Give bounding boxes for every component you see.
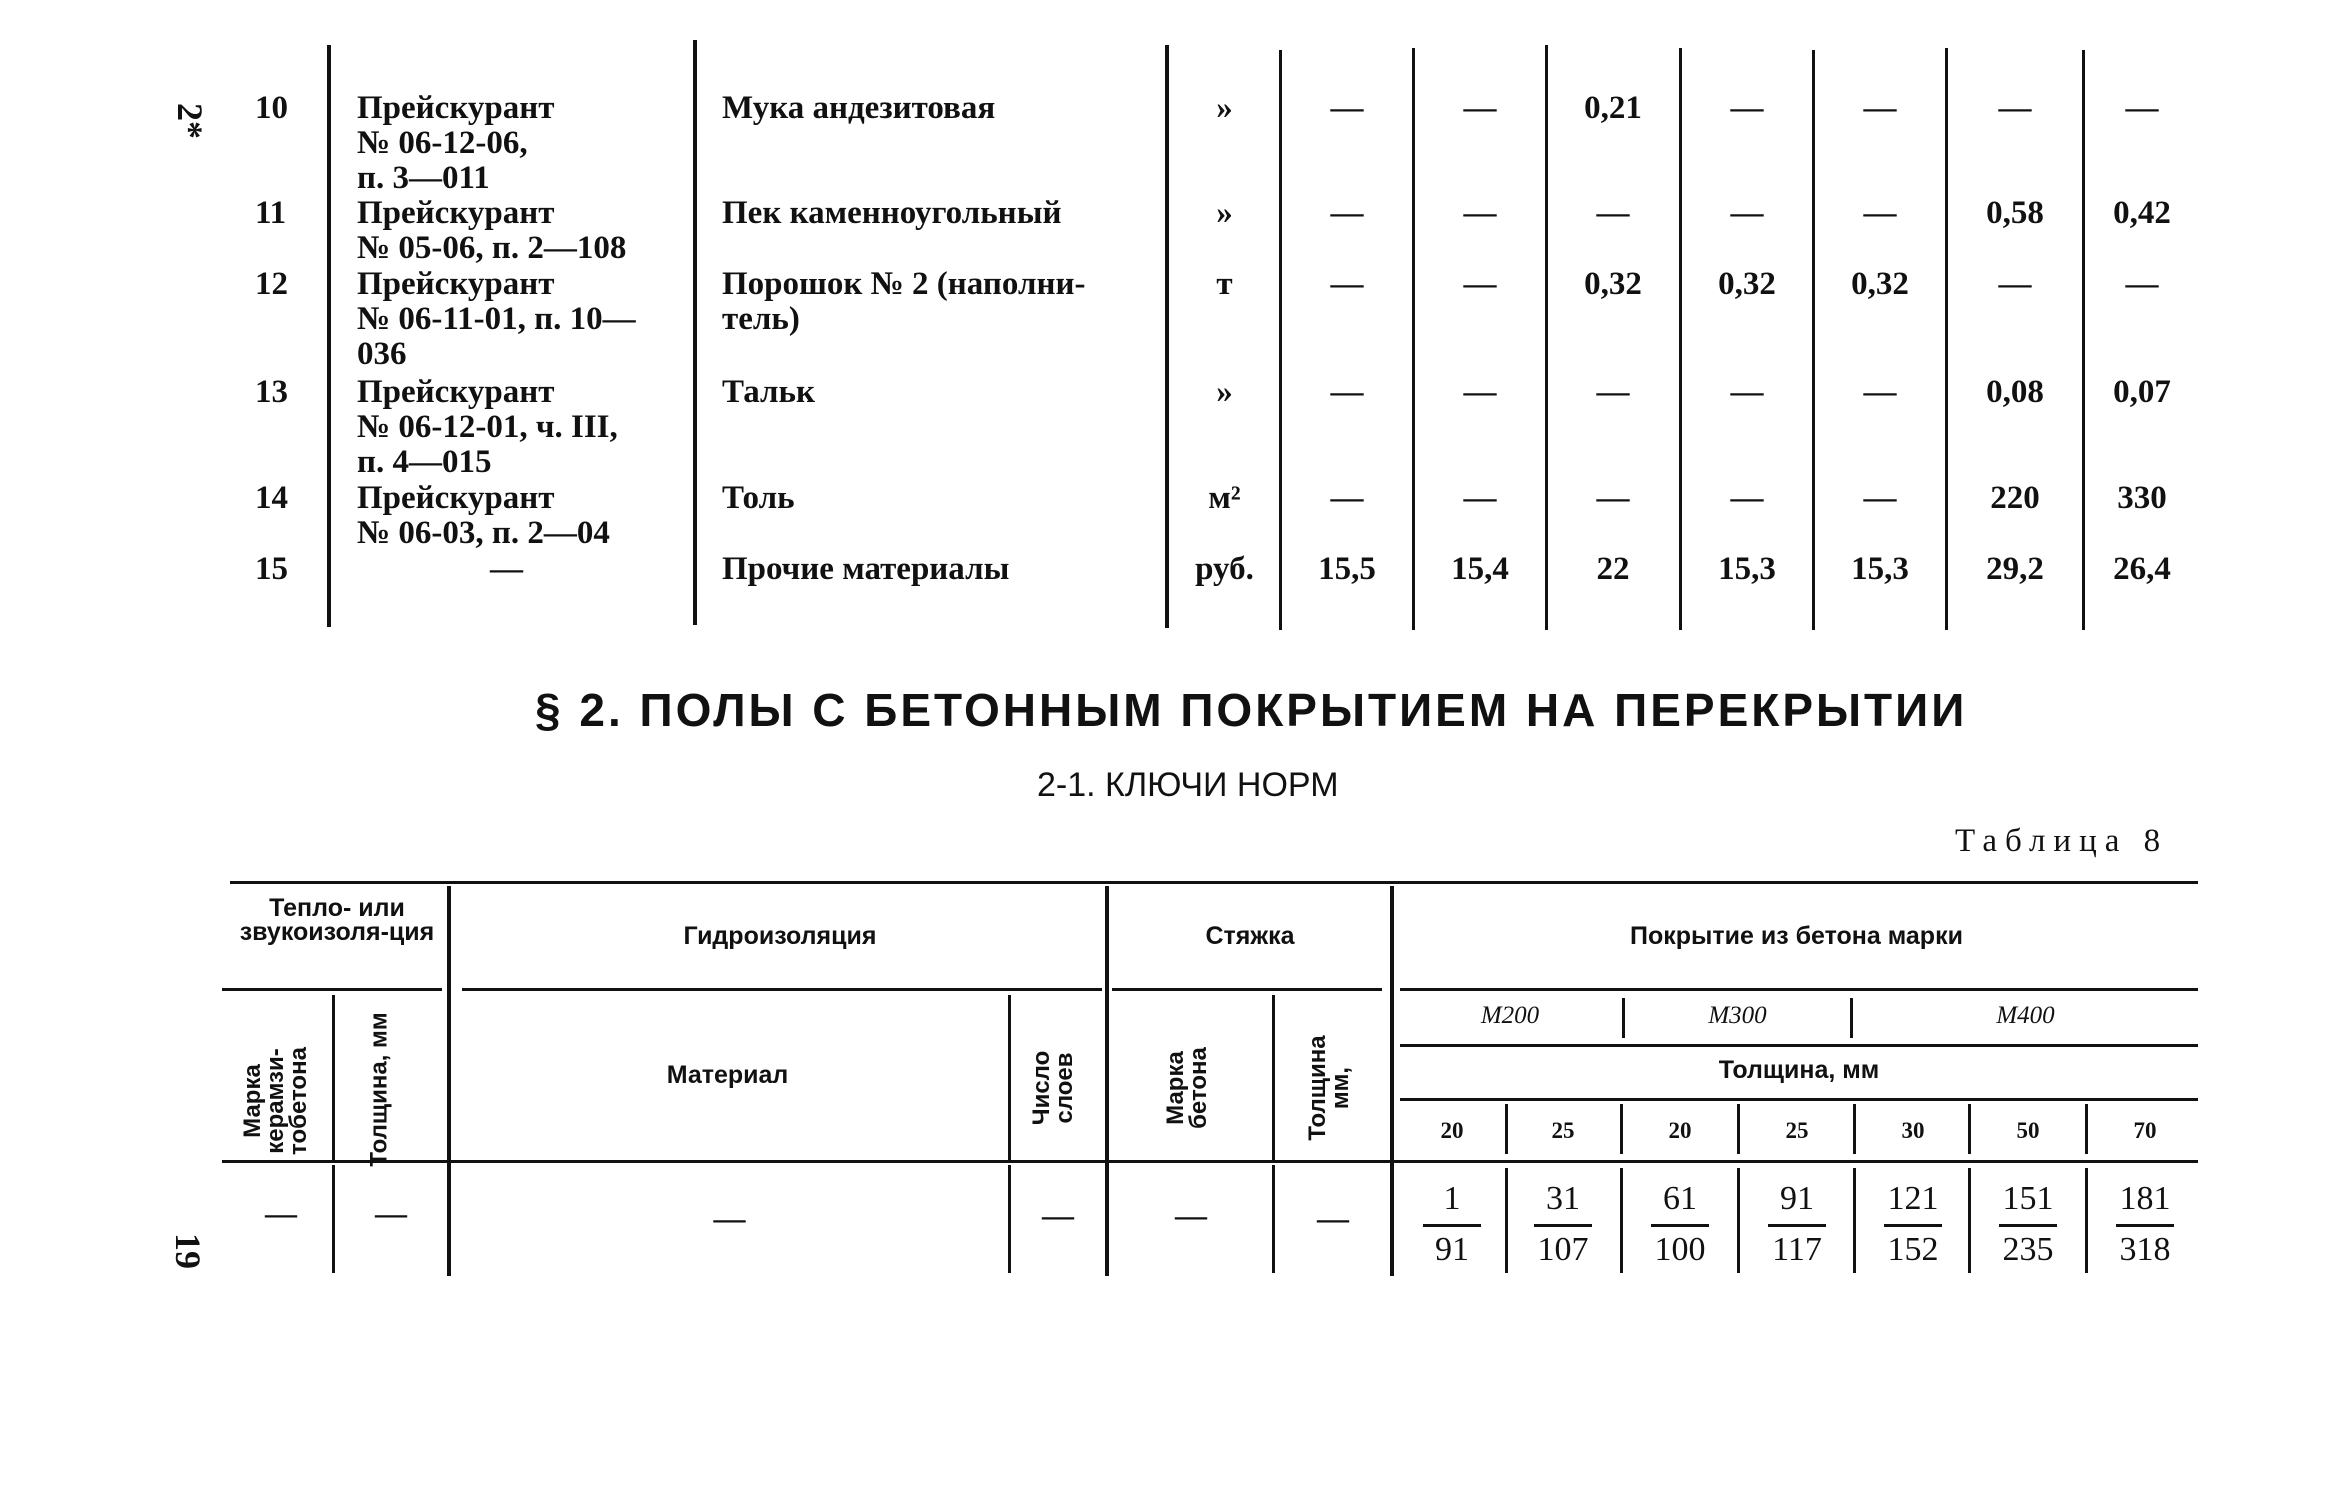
cell-material: — <box>713 1200 746 1236</box>
unit-cell: » <box>1216 195 1233 231</box>
value-cell: 22 <box>1596 551 1630 587</box>
value-cell: 220 <box>1990 480 2040 516</box>
value-cell: — <box>1730 374 1764 410</box>
value-cell: 0,32 <box>1851 266 1909 302</box>
norm-key-fraction <box>1513 1180 1613 1269</box>
value-cell: — <box>1463 90 1497 126</box>
fraction-bar <box>2116 1224 2174 1227</box>
row-number: 15 <box>255 551 288 587</box>
value-cell: 0,42 <box>2113 195 2171 231</box>
material-line: Порошок № 2 (наполни- <box>722 266 1086 302</box>
value-cell: — <box>1596 374 1630 410</box>
value-cell: — <box>1463 266 1497 302</box>
source-line: Прейскурант <box>357 266 555 302</box>
grade-m200: М200 <box>1480 1002 1540 1029</box>
value-cell: 330 <box>2117 480 2167 516</box>
subheader-concrete-grade <box>1164 1013 1216 1163</box>
source-line: № 06-12-06, <box>357 125 528 161</box>
fraction-bar <box>1768 1224 1826 1227</box>
value-cell: — <box>1463 374 1497 410</box>
source-line: № 06-03, п. 2—04 <box>357 515 610 551</box>
value-cell: 15,5 <box>1318 551 1376 587</box>
value-cell: — <box>1330 374 1364 410</box>
unit-cell: руб. <box>1195 551 1254 587</box>
fraction-bar <box>1534 1224 1592 1227</box>
fraction-numerator: 121 <box>1887 1180 1939 1217</box>
value-cell: 26,4 <box>2113 551 2171 587</box>
subheader-insulation-grade <box>241 1021 319 1181</box>
subheader-insulation-grade-text: Марка керамзи-тобетона <box>239 1047 312 1155</box>
material-line: Тальк <box>722 374 815 410</box>
source-line: № 06-11-01, п. 10— <box>357 301 636 337</box>
source-line: № 05-06, п. 2—108 <box>357 230 627 266</box>
material-line: тель) <box>722 301 800 337</box>
value-cell: 15,3 <box>1718 551 1776 587</box>
fraction-denominator: 152 <box>1887 1231 1939 1268</box>
norm-key-fraction <box>1630 1180 1730 1269</box>
value-cell: — <box>1863 90 1897 126</box>
thickness-value: 30 <box>1901 1118 1925 1143</box>
cell-layers: — <box>1042 1197 1074 1233</box>
value-cell: — <box>1596 195 1630 231</box>
value-cell: — <box>1330 90 1364 126</box>
value-cell: — <box>1330 195 1364 231</box>
fraction-denominator: 107 <box>1537 1231 1589 1268</box>
fraction-bar <box>1651 1224 1709 1227</box>
value-cell: 0,21 <box>1584 90 1642 126</box>
fraction-numerator: 151 <box>2002 1180 2054 1217</box>
section-title: § 2. ПОЛЫ С БЕТОННЫМ ПОКРЫТИЕМ НА ПЕРЕКРЫТИИ <box>535 684 1968 736</box>
norm-key-fraction <box>1747 1180 1847 1269</box>
material-line: Толь <box>722 480 795 516</box>
value-cell: — <box>1863 374 1897 410</box>
cell-screed-thickness: — <box>1317 1200 1349 1236</box>
fraction-bar <box>1423 1224 1481 1227</box>
fraction-denominator: 91 <box>1435 1231 1469 1268</box>
subheader-insulation-thickness-text: Толщина, мм <box>365 1012 393 1167</box>
row-number: 14 <box>255 480 288 516</box>
subheader-layers-text: Число слоев <box>1028 1050 1078 1126</box>
thickness-value: 25 <box>1551 1118 1575 1143</box>
norm-key-fraction <box>1978 1180 2078 1269</box>
source-line: Прейскурант <box>357 90 555 126</box>
source-line: Прейскурант <box>357 195 555 231</box>
source-line: — <box>490 551 523 587</box>
value-cell: — <box>1998 90 2032 126</box>
header-coating: Покрытие из бетона марки <box>1630 922 1963 950</box>
thickness-value: 20 <box>1440 1118 1464 1143</box>
subheader-layers <box>1030 1013 1082 1163</box>
material-line: Прочие материалы <box>722 551 1010 587</box>
grade-m300: М300 <box>1708 1002 1767 1029</box>
value-cell: — <box>1998 266 2032 302</box>
row-number: 11 <box>255 195 287 231</box>
header-screed: Стяжка <box>1205 922 1295 950</box>
value-cell: 15,3 <box>1851 551 1909 587</box>
value-cell: — <box>1730 480 1764 516</box>
norm-key-fraction <box>1402 1180 1502 1269</box>
value-cell: — <box>1463 480 1497 516</box>
subheader-concrete-grade-text: Марка бетона <box>1162 1047 1212 1129</box>
value-cell: — <box>1730 90 1764 126</box>
subheader-screed-thickness-text: Толщина мм, <box>1304 1035 1354 1141</box>
thickness-value: 50 <box>2016 1118 2040 1143</box>
source-line: Прейскурант <box>357 374 555 410</box>
subheader-insulation-thickness <box>365 1010 423 1170</box>
subheader-material: Материал <box>666 1061 789 1089</box>
value-cell: — <box>2125 90 2159 126</box>
unit-cell: » <box>1216 374 1233 410</box>
fraction-numerator: 181 <box>2119 1180 2171 1217</box>
value-cell: — <box>2125 266 2159 302</box>
value-cell: 0,07 <box>2113 374 2171 410</box>
thickness-mm-label: Толщина, мм <box>1718 1056 1880 1084</box>
page-mark-top: 2* <box>170 103 210 139</box>
source-line: п. 3—011 <box>357 160 490 196</box>
fraction-denominator: 318 <box>2119 1231 2171 1268</box>
fraction-denominator: 100 <box>1654 1231 1706 1268</box>
page-number: 19 <box>168 1233 208 1269</box>
fraction-denominator: 235 <box>2002 1231 2054 1268</box>
value-cell: 0,08 <box>1986 374 2044 410</box>
source-line: № 06-12-01, ч. III, <box>357 409 618 445</box>
source-line: п. 4—015 <box>357 444 492 480</box>
norm-key-fraction <box>1863 1180 1963 1269</box>
cell-insulation-thickness: — <box>375 1195 407 1231</box>
fraction-bar <box>1999 1224 2057 1227</box>
table-label: Таблица 8 <box>1955 823 2169 859</box>
unit-cell: » <box>1216 90 1233 126</box>
value-cell: — <box>1596 480 1630 516</box>
header-waterproofing: Гидроизоляция <box>683 922 877 950</box>
source-line: 036 <box>357 336 407 372</box>
value-cell: — <box>1730 195 1764 231</box>
value-cell: — <box>1863 195 1897 231</box>
material-line: Мука андезитовая <box>722 90 996 126</box>
value-cell: 0,32 <box>1584 266 1642 302</box>
unit-cell: м² <box>1208 480 1241 516</box>
fraction-numerator: 61 <box>1663 1180 1697 1217</box>
value-cell: 15,4 <box>1451 551 1509 587</box>
value-cell: — <box>1330 480 1364 516</box>
value-cell: 0,58 <box>1986 195 2044 231</box>
header-insulation: Тепло- или звукоизоля-ция <box>239 894 435 946</box>
subheader-screed-thickness <box>1306 1013 1358 1163</box>
thickness-value: 25 <box>1785 1118 1809 1143</box>
material-line: Пек каменноугольный <box>722 195 1062 231</box>
fraction-bar <box>1884 1224 1942 1227</box>
thickness-value: 20 <box>1668 1118 1692 1143</box>
fraction-denominator: 117 <box>1772 1231 1822 1268</box>
value-cell: — <box>1463 195 1497 231</box>
value-cell: 0,32 <box>1718 266 1776 302</box>
thickness-value: 70 <box>2133 1118 2157 1143</box>
cell-insulation-grade: — <box>265 1195 297 1231</box>
fraction-numerator: 31 <box>1546 1180 1580 1217</box>
unit-cell: т <box>1216 266 1233 302</box>
row-number: 12 <box>255 266 288 302</box>
value-cell: 29,2 <box>1986 551 2044 587</box>
row-number: 13 <box>255 374 288 410</box>
grade-m400: М400 <box>1996 1002 2055 1029</box>
norm-key-fraction <box>2095 1180 2195 1269</box>
value-cell: — <box>1330 266 1364 302</box>
cell-concrete-grade: — <box>1175 1197 1207 1233</box>
row-number: 10 <box>255 90 288 126</box>
fraction-numerator: 1 <box>1443 1180 1461 1217</box>
fraction-numerator: 91 <box>1780 1180 1814 1217</box>
source-line: Прейскурант <box>357 480 555 516</box>
value-cell: — <box>1863 480 1897 516</box>
subsection-title: 2-1. КЛЮЧИ НОРМ <box>1037 766 1339 804</box>
